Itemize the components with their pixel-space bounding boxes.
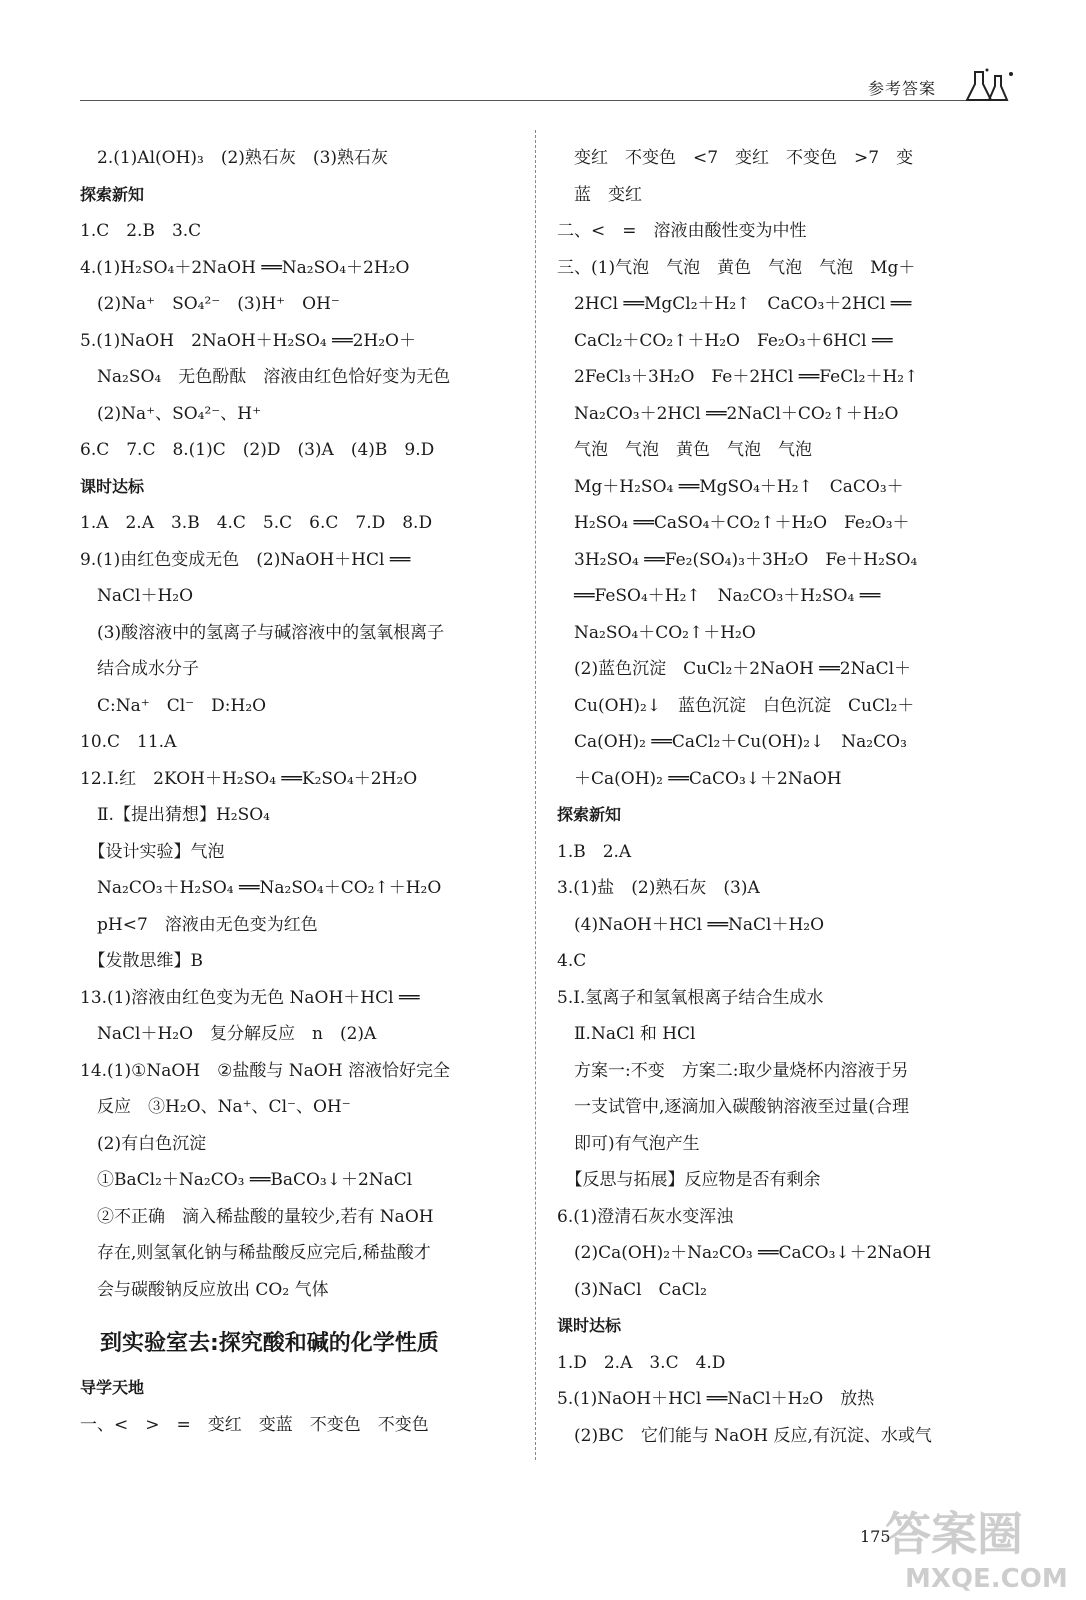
section-heading: 课时达标 <box>80 476 145 496</box>
answer-line: 结合成水分子 <box>80 659 199 679</box>
answer-line: 3.(1)盐 (2)熟石灰 (3)A <box>557 878 760 898</box>
answer-line: 一支试管中,逐滴加入碳酸钠溶液至过量(合理 <box>557 1097 910 1117</box>
answer-line: 【反思与拓展】反应物是否有剩余 <box>557 1170 821 1190</box>
answer-line: 【设计实验】气泡 <box>80 841 225 862</box>
answer-line: Na₂SO₄＋CO₂↑＋H₂O <box>557 622 756 643</box>
answer-line: Na₂CO₃＋H₂SO₄ ══Na₂SO₄＋CO₂↑＋H₂O <box>80 878 442 898</box>
answer-line: 2.(1)Al(OH)₃ (2)熟石灰 (3)熟石灰 <box>80 148 389 168</box>
answer-line: 会与碳酸钠反应放出 CO₂ 气体 <box>80 1279 329 1300</box>
answer-line: 9.(1)由红色变成无色 (2)NaOH＋HCl ══ <box>80 549 411 570</box>
answer-line: 2FeCl₃＋3H₂O Fe＋2HCl ══FeCl₂＋H₂↑ <box>557 367 919 387</box>
answer-line: 存在,则氢氧化钠与稀盐酸反应完后,稀盐酸才 <box>80 1243 431 1263</box>
answer-line: Na₂SO₄ 无色酚酞 溶液由红色恰好变为无色 <box>80 367 451 387</box>
answer-line: H₂SO₄ ══CaSO₄＋CO₂↑＋H₂O Fe₂O₃＋ <box>557 513 910 533</box>
answer-line: 方案一:不变 方案二:取少量烧杯内溶液于另 <box>557 1060 909 1081</box>
answer-line: 1.B 2.A <box>557 841 632 862</box>
watermark <box>875 1495 1085 1595</box>
answer-line: Mg＋H₂SO₄ ══MgSO₄＋H₂↑ CaCO₃＋ <box>557 476 904 497</box>
watermark-line2: MXQE.COM <box>905 1564 1068 1594</box>
answer-line: 一、< > = 变红 变蓝 不变色 不变色 <box>80 1414 429 1435</box>
answer-line: 5.(1)NaOH＋HCl ══NaCl＋H₂O 放热 <box>557 1389 875 1409</box>
answer-line: 变红 不变色 <7 变红 不变色 >7 变 <box>557 148 914 168</box>
answer-line: pH<7 溶液由无色变为红色 <box>80 914 318 935</box>
answer-line: 蓝 变红 <box>557 184 642 205</box>
section-heading: 导学天地 <box>80 1378 145 1397</box>
answer-line: 5.Ⅰ.氢离子和氢氧根离子结合生成水 <box>557 987 824 1008</box>
answer-line: NaCl＋H₂O <box>80 586 194 606</box>
answer-line: 1.C 2.B 3.C <box>80 221 202 241</box>
answer-line: 6.C 7.C 8.(1)C (2)D (3)A (4)B 9.D <box>80 440 435 460</box>
answer-line: 三、(1)气泡 气泡 黄色 气泡 气泡 Mg＋ <box>557 257 916 278</box>
answer-line: (2)Na⁺ SO₄²⁻ (3)H⁺ OH⁻ <box>80 294 340 314</box>
column-divider <box>535 130 536 1460</box>
answer-line: ①BaCl₂＋Na₂CO₃ ══BaCO₃↓＋2NaCl <box>80 1170 413 1190</box>
header-title: 参考答案 <box>868 79 937 98</box>
answer-line: 4.C <box>557 951 587 971</box>
section-heading: 课时达标 <box>557 1316 622 1335</box>
answer-line: 二、< = 溶液由酸性变为中性 <box>557 221 807 241</box>
answer-line: (2)有白色沉淀 <box>80 1133 207 1154</box>
answer-line: Ca(OH)₂ ══CaCl₂＋Cu(OH)₂↓ Na₂CO₃ <box>557 732 907 752</box>
answer-line: Ⅱ.NaCl 和 HCl <box>557 1024 696 1044</box>
answer-line: 气泡 气泡 黄色 气泡 气泡 <box>557 440 812 460</box>
answer-line: 10.C 11.A <box>80 732 177 752</box>
answer-line: 反应 ③H₂O、Na⁺、Cl⁻、OH⁻ <box>80 1097 351 1117</box>
answer-line: (3)NaCl CaCl₂ <box>557 1279 707 1300</box>
answer-line: (2)BC 它们能与 NaOH 反应,有沉淀、水或气 <box>557 1425 932 1446</box>
answer-line: C:Na⁺ Cl⁻ D:H₂O <box>80 695 267 716</box>
answer-line: (2)Ca(OH)₂＋Na₂CO₃ ══CaCO₃↓＋2NaOH <box>557 1243 932 1263</box>
answer-line: 14.(1)①NaOH ②盐酸与 NaOH 溶液恰好完全 <box>80 1060 450 1081</box>
answer-line: Na₂CO₃＋2HCl ══2NaCl＋CO₂↑＋H₂O <box>557 403 899 424</box>
page-number: 175 <box>860 1527 891 1546</box>
section-heading: 探索新知 <box>80 184 145 204</box>
answer-line: Ⅱ.【提出猜想】H₂SO₄ <box>80 805 270 825</box>
answer-line: 【发散思维】B <box>80 951 203 971</box>
answer-line: 6.(1)澄清石灰水变浑浊 <box>557 1206 734 1227</box>
right-column <box>557 140 997 1454</box>
header-rule <box>80 100 970 101</box>
watermark-line1: 答案圈 <box>885 1507 1023 1561</box>
answer-line: 4.(1)H₂SO₄＋2NaOH ══Na₂SO₄＋2H₂O <box>80 257 410 278</box>
answer-line: Cu(OH)₂↓ 蓝色沉淀 白色沉淀 CuCl₂＋ <box>557 695 915 716</box>
answer-line: ②不正确 滴入稀盐酸的量较少,若有 NaOH <box>80 1206 434 1227</box>
answer-line: 1.D 2.A 3.C 4.D <box>557 1352 726 1373</box>
answer-line: 12.Ⅰ.红 2KOH＋H₂SO₄ ══K₂SO₄＋2H₂O <box>80 768 418 789</box>
answer-line: (2)Na⁺、SO₄²⁻、H⁺ <box>80 403 262 424</box>
answer-line: CaCl₂＋CO₂↑＋H₂O Fe₂O₃＋6HCl ══ <box>557 330 893 351</box>
answer-line: (2)蓝色沉淀 CuCl₂＋2NaOH ══2NaCl＋ <box>557 659 912 679</box>
flask-icon <box>965 66 1015 106</box>
section-heading: 探索新知 <box>557 805 622 824</box>
answer-line: NaCl＋H₂O 复分解反应 n (2)A <box>80 1024 377 1044</box>
chapter-heading: 到实验室去:探究酸和碱的化学性质 <box>100 1331 439 1356</box>
answer-line: 13.(1)溶液由红色变为无色 NaOH＋HCl ══ <box>80 987 420 1008</box>
answer-line: 即可)有气泡产生 <box>557 1133 700 1154</box>
answer-line: ＋Ca(OH)₂ ══CaCO₃↓＋2NaOH <box>557 768 842 789</box>
answer-line: (4)NaOH＋HCl ══NaCl＋H₂O <box>557 914 825 935</box>
answer-line: 2HCl ══MgCl₂＋H₂↑ CaCO₃＋2HCl ══ <box>557 294 912 314</box>
answer-line: ══FeSO₄＋H₂↑ Na₂CO₃＋H₂SO₄ ══ <box>557 586 881 606</box>
answer-line: 1.A 2.A 3.B 4.C 5.C 6.C 7.D 8.D <box>80 513 433 533</box>
answer-line: (3)酸溶液中的氢离子与碱溶液中的氢氧根离子 <box>80 622 445 643</box>
left-column <box>80 140 520 1443</box>
answer-line: 5.(1)NaOH 2NaOH＋H₂SO₄ ══2H₂O＋ <box>80 330 416 351</box>
answer-line: 3H₂SO₄ ══Fe₂(SO₄)₃＋3H₂O Fe＋H₂SO₄ <box>557 549 918 570</box>
